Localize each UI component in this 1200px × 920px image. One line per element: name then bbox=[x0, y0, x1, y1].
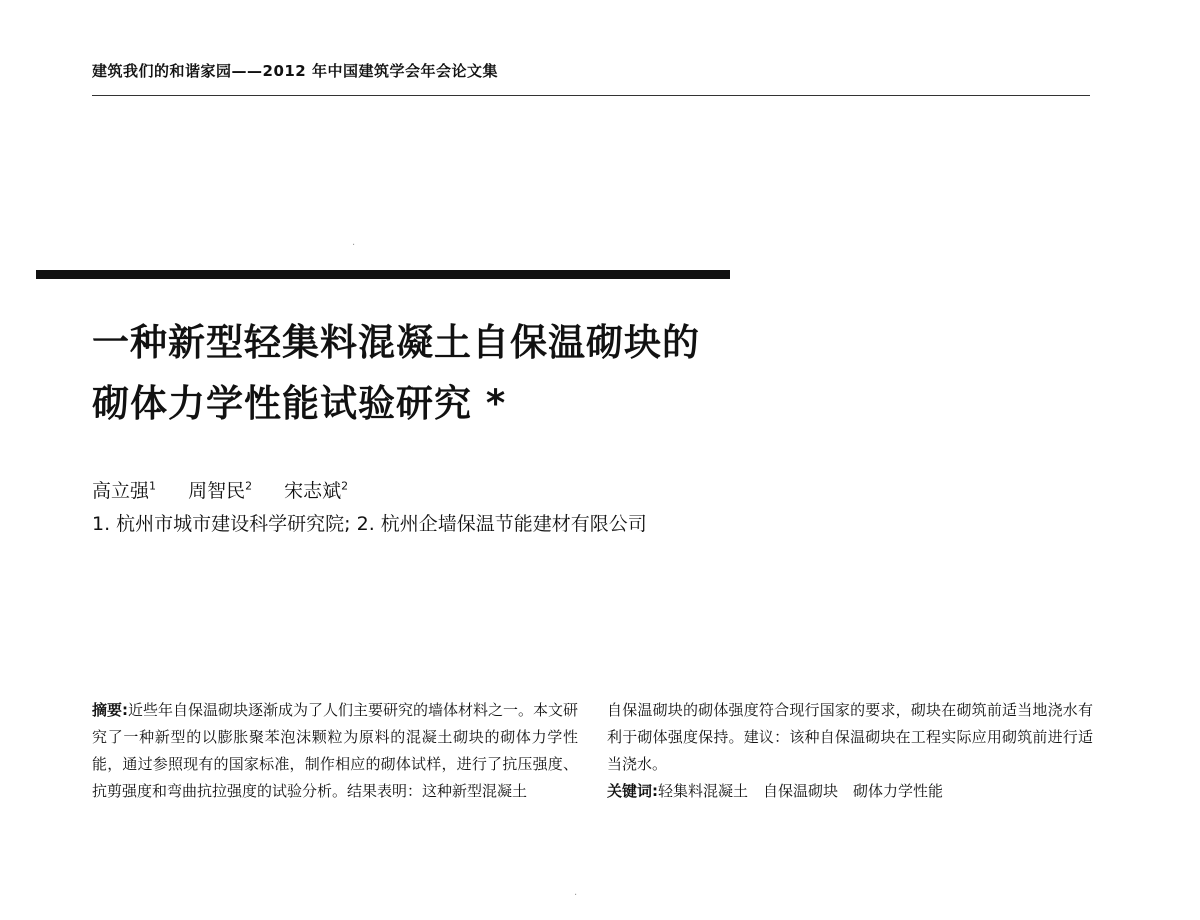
running-header: 建筑我们的和谐家园——2012 年中国建筑学会年会论文集 bbox=[92, 62, 498, 80]
title-line-1: 一种新型轻集料混凝土自保温砌块的 bbox=[92, 321, 700, 364]
author: 周智民$^2$ bbox=[188, 479, 253, 502]
abstract-text: 近些年自保温砌块逐渐成为了人们主要研究的墙体材料之一。本文研究了一种新型的以膨胀聚苯泡沫颗粒为原料的混凝土砌块的砌体力学性能，通过参照现有的国家标准，制作相应的砌体试样，进行了抗压强度、抗剪强度和弯曲抗拉强度的试验分析。结果表明：这种新型混凝土 bbox=[92, 701, 579, 800]
paper-title bbox=[92, 312, 700, 434]
author: 高立强$^1$ bbox=[92, 479, 157, 502]
header-rule bbox=[92, 95, 1090, 96]
scan-speck: · bbox=[352, 240, 356, 251]
abstract-text-continued: 自保温砌块的砌体强度符合现行国家的要求，砌块在砌筑前适当地浇水有利于砌体强度保持。建议：该种自保温砌块在工程实际应用砌筑前进行适当浇水。 bbox=[607, 701, 1093, 773]
keywords-label: 关键词: bbox=[607, 782, 658, 800]
author: 宋志斌$^2$ bbox=[284, 479, 349, 502]
affiliations: 1. 杭州市城市建设科学研究院; 2. 杭州企墙保温节能建材有限公司 bbox=[92, 513, 647, 535]
abstract-column-left bbox=[92, 697, 578, 805]
title-line-2: 砌体力学性能试验研究 * bbox=[92, 382, 507, 425]
keywords bbox=[607, 778, 1093, 805]
abstract-column-right bbox=[607, 697, 1093, 805]
title-bar bbox=[36, 270, 730, 279]
author-list bbox=[92, 476, 374, 503]
keywords-text: 轻集料混凝土 自保温砌块 砌体力学性能 bbox=[658, 782, 944, 800]
scan-speck: · bbox=[574, 890, 578, 901]
abstract-label: 摘要: bbox=[92, 701, 128, 719]
